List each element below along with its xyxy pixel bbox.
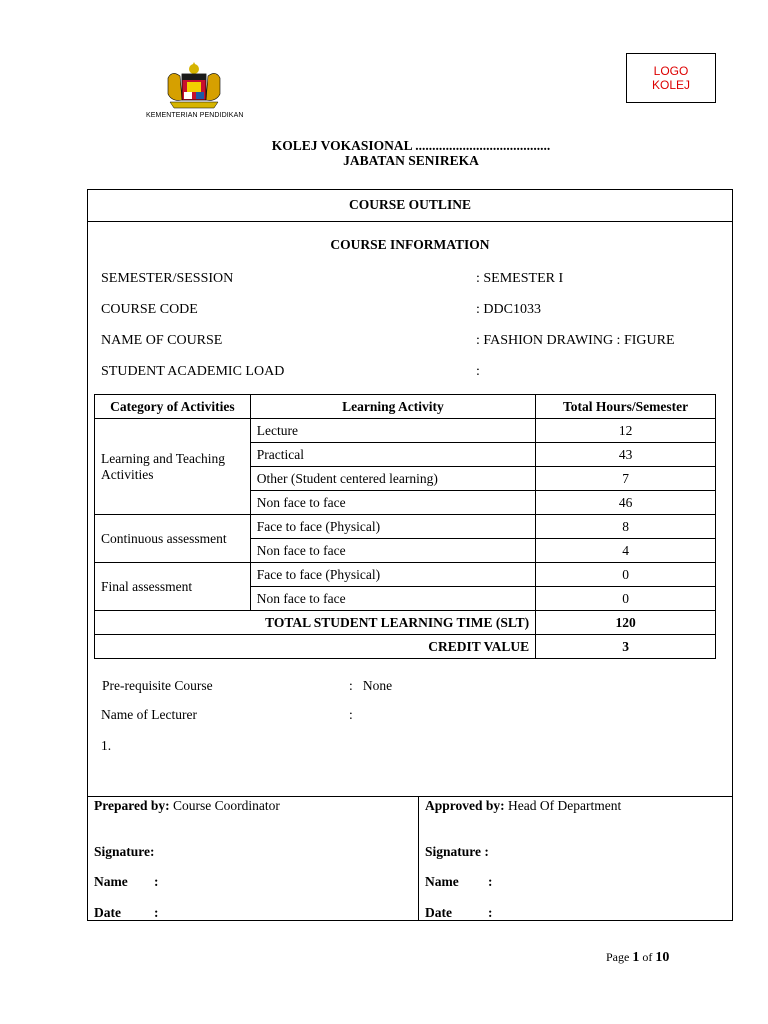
date-left-colon: : (154, 905, 159, 920)
academic-load-value: : (476, 364, 480, 379)
approved-by (425, 798, 621, 814)
table-row (95, 563, 716, 587)
page-number (606, 950, 669, 966)
logo-line1: LOGO (653, 64, 689, 78)
hours-cell: 8 (536, 515, 716, 539)
category-cell: Final assessment (95, 563, 251, 611)
activity-cell: Practical (250, 443, 535, 467)
table-row (95, 515, 716, 539)
hours-cell: 0 (536, 563, 716, 587)
page-current: 1 (632, 950, 640, 965)
activity-cell: Face to face (Physical) (250, 515, 535, 539)
government-crest-logo (158, 60, 230, 116)
category-cell: Continuous assessment (95, 515, 251, 563)
column-header: Total Hours/Semester (536, 395, 716, 419)
signature-right-label: Signature : (425, 844, 489, 859)
prepared-by-value: Course Coordinator (169, 798, 280, 813)
total-slt-row (95, 611, 716, 635)
table-header-row (95, 395, 716, 419)
credit-value-row (95, 635, 716, 659)
course-code-value: : DDC1033 (476, 302, 541, 317)
course-code-label: COURSE CODE (101, 302, 198, 317)
total-slt-value: 120 (536, 611, 716, 635)
prerequisite-label: Pre-requisite Course (102, 678, 213, 693)
prerequisite-value: : None (349, 678, 393, 693)
logo-line2: KOLEJ (651, 78, 690, 92)
divider (87, 221, 733, 222)
hours-cell: 43 (536, 443, 716, 467)
lecturer-label: Name of Lecturer (101, 707, 197, 722)
credit-value: 3 (536, 635, 716, 659)
name-right-label: Name (425, 874, 459, 889)
page-total: 10 (655, 950, 670, 965)
column-header: Category of Activities (95, 395, 251, 419)
activity-cell: Lecture (250, 419, 535, 443)
activity-cell: Non face to face (250, 491, 535, 515)
table-row (95, 419, 716, 443)
date-right-colon: : (488, 905, 493, 920)
category-cell: Learning and Teaching Activities (95, 419, 251, 515)
activity-cell: Non face to face (250, 539, 535, 563)
hours-cell: 4 (536, 539, 716, 563)
course-name-value: : FASHION DRAWING : FIGURE (476, 333, 675, 348)
course-outline-title: COURSE OUTLINE (349, 197, 471, 212)
activity-cell: Non face to face (250, 587, 535, 611)
page-word: Page (606, 950, 633, 964)
hours-cell: 7 (536, 467, 716, 491)
name-right-colon: : (488, 874, 493, 889)
department-name: JABATAN SENIREKA (343, 153, 479, 168)
activity-cell: Other (Student centered learning) (250, 467, 535, 491)
hours-cell: 46 (536, 491, 716, 515)
approved-by-label: Approved by: (425, 798, 505, 813)
college-name: KOLEJ VOKASIONAL ........................................ (271, 138, 551, 153)
hours-cell: 0 (536, 587, 716, 611)
name-left-label: Name (94, 874, 128, 889)
course-name-label: NAME OF COURSE (101, 333, 223, 348)
semester-label: SEMESTER/SESSION (101, 271, 234, 286)
course-information-title: COURSE INFORMATION (330, 237, 490, 252)
list-item-number: 1. (101, 738, 112, 753)
divider (87, 796, 733, 797)
hours-cell: 12 (536, 419, 716, 443)
credit-value-label: CREDIT VALUE (95, 635, 536, 659)
prepared-by-label: Prepared by: (94, 798, 170, 813)
semester-value: : SEMESTER I (476, 271, 564, 286)
total-slt-label: TOTAL STUDENT LEARNING TIME (SLT) (95, 611, 536, 635)
date-left-label: Date (94, 905, 121, 920)
approved-by-value: Head Of Department (504, 798, 622, 813)
prepared-by (94, 798, 280, 814)
lecturer-value: : (349, 707, 353, 722)
crest-caption: KEMENTERIAN PENDIDIKAN (146, 112, 244, 119)
name-left-colon: : (154, 874, 159, 889)
learning-activity-table (94, 394, 716, 659)
page-of: of (639, 950, 656, 964)
activity-cell: Face to face (Physical) (250, 563, 535, 587)
signature-left-label: Signature: (94, 844, 155, 859)
logo-kolej-placeholder (626, 53, 716, 103)
divider (418, 796, 419, 921)
date-right-label: Date (425, 905, 452, 920)
academic-load-label: STUDENT ACADEMIC LOAD (101, 364, 285, 379)
column-header: Learning Activity (250, 395, 535, 419)
